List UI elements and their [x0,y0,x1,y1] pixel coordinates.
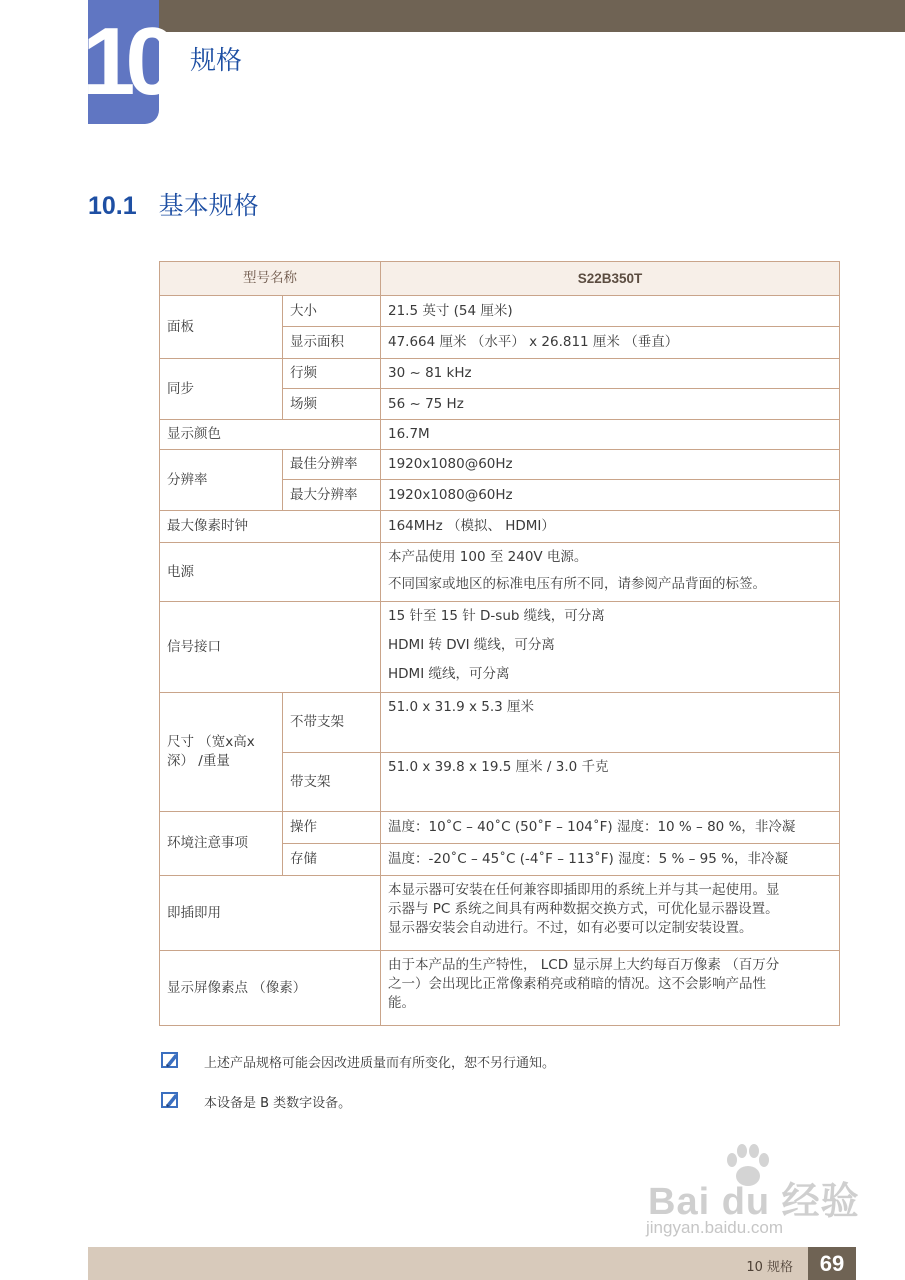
panel-label: 面板 [160,296,283,359]
table-row [160,359,840,389]
table-row [160,602,840,693]
chapter-number: 10 [82,8,169,115]
pixel-points-line: 能。 [388,995,415,1011]
top-bar [159,0,905,32]
sync-h-label: 行频 [283,359,381,389]
pixel-points-line: 之一）会出现比正常像素稍亮或稍暗的情况。这不会影响产品性 [388,976,766,992]
panel-size-label: 大小 [283,296,381,327]
plug-play-line: 示器与 PC 系统之间具有两种数据交换方式，可优化显示器设置。 [388,901,779,917]
sync-label: 同步 [160,359,283,420]
env-storage-value: 温度：-20˚C – 45˚C (-4˚F – 113˚F) 湿度：5 % – 95 %，非冷凝 [381,844,840,876]
power-line: 不同国家或地区的标准电压有所不同，请参阅产品背面的标签。 [388,576,766,592]
table-row [160,543,840,602]
model-name-value: S22B350T [381,262,840,296]
model-name-label: 型号名称 [160,262,381,296]
pixel-points-label: 显示屏像素点 （像素） [160,951,381,1026]
resolution-max-label: 最大分辨率 [283,480,381,511]
dimensions-label-line: 深） /重量 [167,753,230,769]
power-label: 电源 [160,543,381,602]
table-row [160,951,840,1026]
stand-value: 51.0 x 39.8 x 19.5 厘米 / 3.0 千克 [381,753,840,812]
section-title: 基本规格 [158,191,259,220]
watermark-url: jingyan.baidu.com [646,1218,784,1237]
signal-line: HDMI 缆线，可分离 [388,666,510,682]
spec-table [159,261,840,1026]
resolution-label: 分辨率 [160,450,283,511]
power-value [381,543,840,602]
plug-play-label: 即插即用 [160,876,381,951]
env-storage-label: 存储 [283,844,381,876]
plug-play-line: 显示器安装会自动进行。不过，如有必要可以定制安装设置。 [388,920,753,936]
pixel-clock-value: 164MHz （模拟、 HDMI） [381,511,840,543]
pixel-points-line: 由于本产品的生产特性， LCD 显示屏上大约每百万像素 （百万分 [388,957,780,973]
table-header-row [160,262,840,296]
note-text: 本设备是 B 类数字设备。 [204,1096,352,1111]
page-number: 69 [808,1247,856,1280]
note-text: 上述产品规格可能会因改进质量而有所变化，恕不另行通知。 [204,1056,556,1071]
colors-label: 显示颜色 [160,420,381,450]
panel-area-label: 显示面积 [283,327,381,359]
resolution-optimal-label: 最佳分辨率 [283,450,381,480]
table-row [160,420,840,450]
table-row [160,511,840,543]
section-heading [88,186,259,222]
table-row [160,450,840,480]
sync-h-value: 30 ~ 81 kHz [381,359,840,389]
no-stand-value: 51.0 x 31.9 x 5.3 厘米 [381,693,840,753]
watermark-brand: Bai du 经验 [648,1181,860,1223]
signal-line: HDMI 转 DVI 缆线，可分离 [388,637,555,653]
plug-play-value [381,876,840,951]
stand-label: 带支架 [283,753,381,812]
signal-label: 信号接口 [160,602,381,693]
colors-value: 16.7M [381,420,840,450]
power-line: 本产品使用 100 至 240V 电源。 [388,549,588,565]
table-row [160,876,840,951]
footer-chapter-label: 10 规格 [746,1260,793,1275]
dimensions-label [160,693,283,812]
signal-value [381,602,840,693]
pixel-points-value [381,951,840,1026]
sync-v-label: 场频 [283,389,381,420]
note-pencil-icon [160,1050,182,1070]
dimensions-label-line: 尺寸 （宽x高x [167,734,255,750]
chapter-number-block [82,0,169,124]
resolution-max-value: 1920x1080@60Hz [381,480,840,511]
sync-v-value: 56 ~ 75 Hz [381,389,840,420]
section-number: 10.1 [88,192,137,220]
env-operation-value: 温度：10˚C – 40˚C (50˚F – 104˚F) 湿度：10 % – 80 %，非冷凝 [381,812,840,844]
panel-area-value: 47.664 厘米 （水平） x 26.811 厘米 （垂直） [381,327,840,359]
no-stand-label: 不带支架 [283,693,381,753]
plug-play-line: 本显示器可安装在任何兼容即插即用的系统上并与其一起使用。显 [388,882,780,898]
signal-line: 15 针至 15 针 D-sub 缆线，可分离 [388,608,605,624]
table-row [160,693,840,753]
pixel-clock-label: 最大像素时钟 [160,511,381,543]
chapter-title: 规格 [190,46,243,76]
panel-size-value: 21.5 英寸 (54 厘米) [381,296,840,327]
baidu-watermark [640,1160,860,1250]
table-row [160,812,840,844]
footer-bar [88,1247,808,1280]
env-operation-label: 操作 [283,812,381,844]
table-row [160,296,840,327]
note-pencil-icon [160,1090,182,1110]
environment-label: 环境注意事项 [160,812,283,876]
resolution-optimal-value: 1920x1080@60Hz [381,450,840,480]
